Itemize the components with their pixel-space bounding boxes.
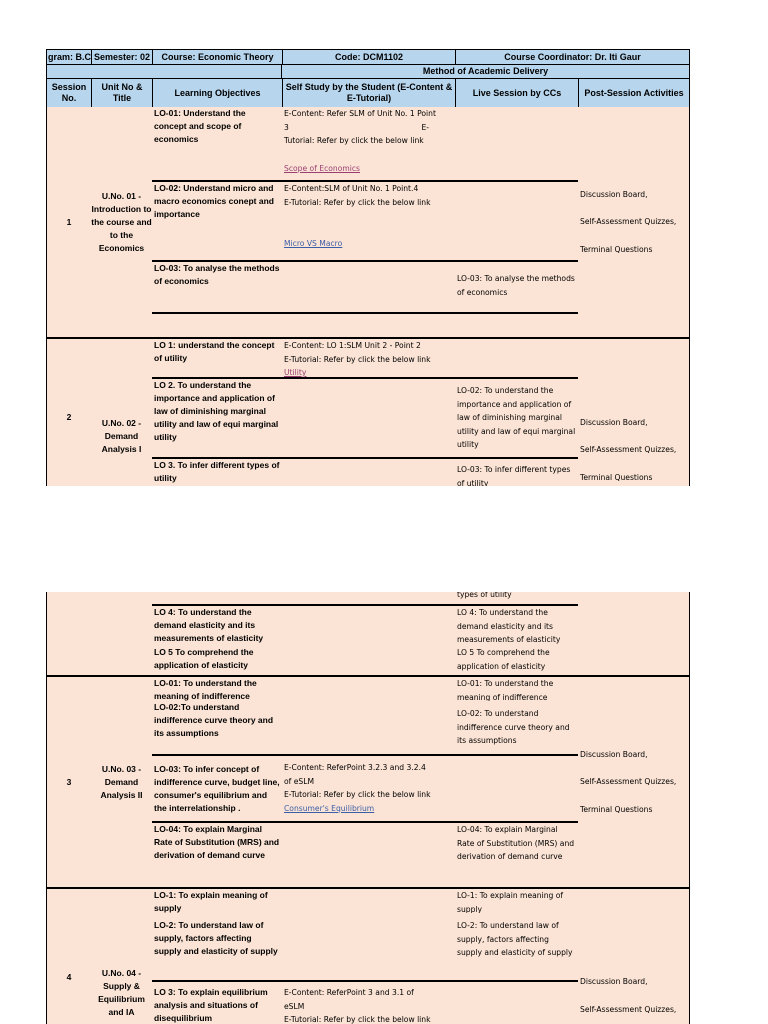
self-study-text: E-Content: ReferPoint 3.2.3 and 3.2.4	[284, 763, 426, 772]
session-number: 3	[46, 675, 92, 888]
lo-col-header: Learning Objectives	[152, 78, 283, 108]
self-study-text: Tutorial: Refer by click the below link	[284, 136, 424, 145]
self-study-cell	[282, 180, 456, 261]
self-study-cell	[282, 337, 456, 378]
self-study-text: eSLM	[284, 1001, 305, 1011]
post-session-cell	[578, 675, 690, 888]
coordinator-header: Course Coordinator: Dr. Iti Gaur	[455, 49, 690, 65]
live-session-cell	[455, 980, 579, 1024]
live-session-text: LO-03: To analyse the methods of economics	[455, 260, 579, 313]
learning-objective: LO 2. To understand the importance and application of law of diminishing marginal utility and law of equi marginal utility	[152, 377, 283, 458]
post-session-cell	[578, 337, 690, 486]
live-session-text: LO 5 To comprehend the application of elasticity	[455, 646, 579, 676]
table-fragment-bottom	[0, 592, 768, 1024]
micro-vs-macro-link[interactable]: Micro VS Macro	[284, 239, 343, 248]
learning-objective: LO-01: Understand the concept and scope of economics	[152, 107, 283, 181]
learning-objective: LO-02:To understand indifference curve theory and its assumptions	[152, 701, 283, 755]
empty-cell	[152, 312, 283, 338]
unit-title: U.No. 04 - Supply & Equilibrium and IA	[91, 887, 153, 1024]
post-session-cell	[578, 887, 690, 1024]
program-header: gram: B.C	[46, 49, 92, 65]
post-session-cell	[578, 107, 690, 338]
learning-objective: LO-03: To infer concept of indifference curve, budget line, consumer's equilibrium and the interrelationship .	[152, 754, 283, 822]
learning-objective: LO 4: To understand the demand elasticity and its measurements of elasticity	[152, 604, 283, 647]
learning-objective: LO-03: To analyse the methods of economics	[152, 260, 283, 313]
learning-objective: LO-02: Understand micro and macro economics conept and importance	[152, 180, 283, 261]
self-study-text: E-Tutorial: Refer by click the below link	[284, 197, 431, 207]
self-study-cell	[282, 913, 456, 981]
unit-col-header: Unit No & Title	[91, 78, 153, 108]
live-session-text: LO-04: To explain Marginal Rate of Substitution (MRS) and derivation of demand curve	[455, 821, 579, 888]
live-session-text: LO-02: To understand indifference curve theory and its assumptions	[455, 701, 579, 755]
post-activity: Self-Assessment Quizzes,	[580, 445, 677, 454]
session-col-header: Session No.	[46, 78, 92, 108]
self-study-cell	[282, 980, 456, 1024]
unit-title: U.No. 01 - Introduction to the course and to the Economics	[91, 107, 153, 338]
post-activity: Self-Assessment Quizzes,	[580, 777, 677, 787]
self-study-cell	[282, 260, 456, 313]
self-study-text: E-Tutorial: Refer by click the below link	[284, 354, 431, 364]
live-session-text: LO 4: To understand the demand elasticity and its measurements of elasticity	[455, 604, 579, 647]
self-study-cell	[282, 377, 456, 458]
self-study-cell	[282, 754, 456, 822]
learning-objective: LO-1: To explain meaning of supply	[152, 887, 283, 914]
empty-cell	[455, 312, 579, 338]
learning-objective: LO-04: To explain Marginal Rate of Substitution (MRS) and derivation of demand curve	[152, 821, 283, 888]
learning-objective: LO-2: To understand law of supply, factors affecting supply and elasticity of supply	[152, 913, 283, 981]
learning-objective: LO 5 To comprehend the application of elasticity	[152, 646, 283, 676]
post-activity: Terminal Questions	[580, 472, 653, 482]
self-study-text: E-Tutorial: Refer by click the below link	[284, 790, 431, 799]
post-col-header: Post-Session Activities	[578, 78, 690, 108]
post-activity: Discussion Board,	[580, 417, 648, 427]
self-study-cell	[282, 604, 456, 647]
live-session-cell	[455, 337, 579, 378]
learning-objective: LO-01: To understand the meaning of indifference	[152, 675, 283, 702]
self-study-cell	[282, 107, 456, 181]
session-number: 4	[46, 887, 92, 1024]
self-study-text: E-Content:SLM of Unit No. 1 Point.4	[284, 184, 419, 193]
self-study-cell	[282, 675, 456, 702]
live-session-text: types of utility	[455, 592, 579, 605]
unit-title: U.No. 03 - Demand Analysis II	[91, 675, 153, 888]
session-number-continued	[46, 592, 92, 676]
code-header: Code: DCM1102	[282, 49, 456, 65]
self-study-text: E-	[421, 122, 429, 132]
learning-objective: LO 3. To infer different types of utility	[152, 457, 283, 486]
live-session-text: LO-1: To explain meaning of supply	[455, 887, 579, 914]
learning-objective: LO 3: To explain equilibrium analysis and situations of disequilibrium	[152, 980, 283, 1024]
self-study-col-header: Self Study by the Student (E-Content & E-Tutorial)	[282, 78, 456, 108]
self-study-cell	[282, 821, 456, 888]
live-session-text: LO-2: To understand law of supply, factors affecting supply and elasticity of supply	[455, 913, 579, 981]
self-study-text: E-Content: ReferPoint 3 and 3.1 of	[284, 988, 414, 997]
live-col-header: Live Session by CCs	[455, 78, 579, 108]
course-header: Course: Economic Theory	[152, 49, 283, 65]
session-number: 2	[46, 337, 92, 486]
consumers-equilibrium-link[interactable]: Consumer's Equilibrium	[284, 803, 375, 813]
post-activity: Terminal Questions	[580, 804, 653, 814]
method-header: Method of Academic Delivery	[281, 64, 690, 79]
self-study-text: 3	[284, 122, 289, 132]
table-fragment-top	[0, 0, 768, 486]
self-study-text: E-Tutorial: Refer by click the below link	[284, 1015, 431, 1024]
post-activity: Self-Assessment Quizzes,	[580, 1004, 677, 1014]
self-study-cell	[282, 701, 456, 755]
scope-of-economics-link[interactable]: Scope of Economics	[284, 163, 360, 173]
live-session-cell	[455, 754, 579, 822]
header-blank	[46, 64, 282, 79]
live-session-cell	[455, 107, 579, 181]
empty-cell	[282, 312, 456, 338]
post-activity: Discussion Board,	[580, 977, 648, 986]
live-session-text: LO-03: To infer different types of utility	[455, 457, 579, 486]
post-session-continued	[578, 592, 690, 676]
post-activity: Self-Assessment Quizzes,	[580, 217, 677, 227]
post-activity: Terminal Questions	[580, 244, 653, 254]
session-number: 1	[46, 107, 92, 338]
live-session-text: LO-01: To understand the meaning of indifference	[455, 675, 579, 702]
self-study-text: E-Content: LO 1:SLM Unit 2 - Point 2	[284, 341, 421, 350]
unit-title: U.No. 02 - Demand Analysis I	[91, 337, 153, 486]
semester-header: Semester: 02	[91, 49, 153, 65]
learning-objective: LO 1: understand the concept of utility	[152, 337, 283, 378]
self-study-text: of eSLM	[284, 776, 315, 786]
self-study-cell	[282, 887, 456, 914]
utility-link[interactable]: Utility	[284, 368, 307, 377]
post-activity: Discussion Board,	[580, 749, 648, 759]
self-study-text: E-Content: Refer SLM of Unit No. 1 Point	[284, 109, 436, 118]
post-activity: Discussion Board,	[580, 189, 648, 199]
self-study-cell	[282, 646, 456, 676]
live-session-text: LO-02: To understand the importance and application of law of diminishing marginal utility and law of equi marginal utility	[455, 377, 579, 458]
unit-title-continued	[91, 592, 153, 676]
self-study-cell	[282, 457, 456, 486]
live-session-cell	[455, 180, 579, 261]
